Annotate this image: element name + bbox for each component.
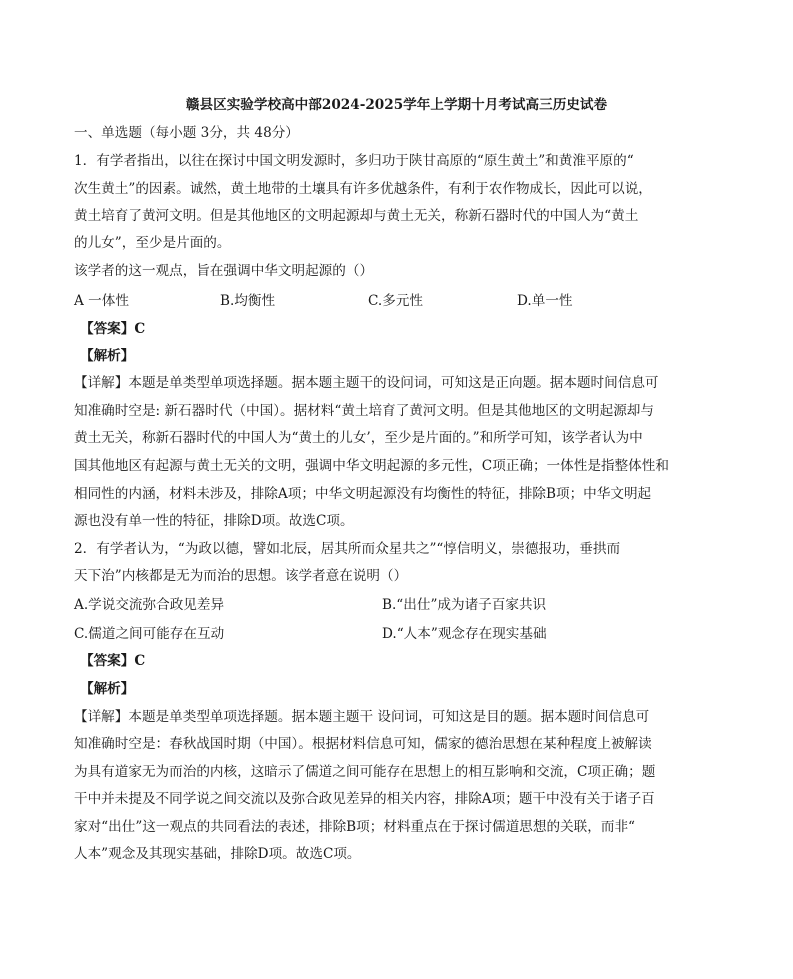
q1-detail-line: 国其他地区有起源与黄土无关的文明，强调中华文明起源的多元性，C项正确；一体性是指整体性和 bbox=[74, 458, 669, 474]
q1-detail-line: 知准确时空是: 新石器时代（中国）。据材料“黄土培育了黄河文明。但是其他地区的文明起源却与 bbox=[74, 403, 654, 419]
q1-stem-line: 的儿女”，至少是片面的。 bbox=[74, 235, 231, 251]
q2-detail-line: 【详解】本题是单类型单项选择题。据本题主题干 设问词，可知这是目的题。据本题时间信息可 bbox=[74, 709, 650, 725]
q1-analysis-label: 【解析】 bbox=[80, 348, 135, 364]
exam-title: 赣县区实验学校高中部2024-2025学年上学期十月考试高三历史试卷 bbox=[185, 97, 608, 113]
q1-stem-line: 1．有学者指出，以往在探讨中国文明发源时，多归功于陕甘高原的“原生黄土”和黄淮平原的“ bbox=[74, 153, 634, 169]
q1-stem-line: 该学者的这一观点，旨在强调中华文明起源的（） bbox=[74, 263, 374, 279]
q1-detail-line: 源也没有单一性的特征，排除D项。故选C项。 bbox=[74, 513, 354, 529]
q1-option-b: B.均衡性 bbox=[220, 293, 276, 309]
q2-detail-line: 人本”观念及其现实基础，排除D项。故选C项。 bbox=[74, 846, 361, 862]
section-heading: 一、单选题（每小题 3分，共 48分） bbox=[74, 125, 299, 141]
q1-stem-line: 次生黄土”的因素。诚然，黄土地带的土壤具有许多优越条件，有利于农作物成长，因此可以说， bbox=[74, 181, 652, 197]
q2-detail-line: 为具有道家无为而治的内核，这暗示了儒道之间可能存在思想上的相互影响和交流，C项正确；题 bbox=[74, 764, 656, 780]
q1-answer: 【答案】C bbox=[80, 321, 146, 337]
q2-answer: 【答案】C bbox=[80, 653, 146, 669]
q1-detail-line: 黄土无关，称新石器时代的中国人为“黄土的儿女’，至少是片面的。”和所学可知，该学者认为中 bbox=[74, 430, 643, 446]
q2-option-b: B.“出仕”成为诸子百家共识 bbox=[382, 597, 547, 613]
q1-stem-line: 黄土培育了黄河文明。但是其他地区的文明起源却与黄土无关，称新石器时代的中国人为“黄土 bbox=[74, 208, 639, 224]
q2-stem-line: 天下治”内核都是无为而治的思想。该学者意在说明（） bbox=[74, 568, 408, 584]
q1-detail-line: 相同性的内涵，材料未涉及，排除A项；中华文明起源没有均衡性的特征，排除B项；中华文明起 bbox=[74, 486, 652, 502]
q1-option-d: D.单一性 bbox=[517, 293, 573, 309]
q2-option-d: D.“人本”观念存在现实基础 bbox=[382, 626, 547, 642]
q2-detail-line: 家对“出仕”这一观点的共同看法的表述，排除B项；材料重点在于探讨儒道思想的关联，而非“ bbox=[74, 819, 635, 835]
q2-stem-line: 2．有学者认为，“为政以德，譬如北辰，居其所而众星共之”“惇信明义，崇德报功，垂拱而 bbox=[74, 541, 621, 557]
q2-detail-line: 知准确时空是：春秋战国时期（中国）。根据材料信息可知，儒家的德治思想在某种程度上被解读 bbox=[74, 736, 652, 752]
q1-option-a: A 一体性 bbox=[74, 293, 129, 309]
q2-option-a: A.学说交流弥合政见差异 bbox=[74, 597, 225, 613]
q2-analysis-label: 【解析】 bbox=[80, 681, 135, 697]
q1-detail-line: 【详解】本题是单类型单项选择题。据本题主题干的设问词，可知这是正向题。据本题时间信息可 bbox=[74, 375, 659, 391]
q1-option-c: C.多元性 bbox=[368, 293, 424, 309]
q2-detail-line: 干中并未提及不同学说之间交流以及弥合政见差异的相关内容，排除A项；题干中没有关于诸子百 bbox=[74, 791, 655, 807]
q2-option-c: C.儒道之间可能存在互动 bbox=[74, 626, 225, 642]
